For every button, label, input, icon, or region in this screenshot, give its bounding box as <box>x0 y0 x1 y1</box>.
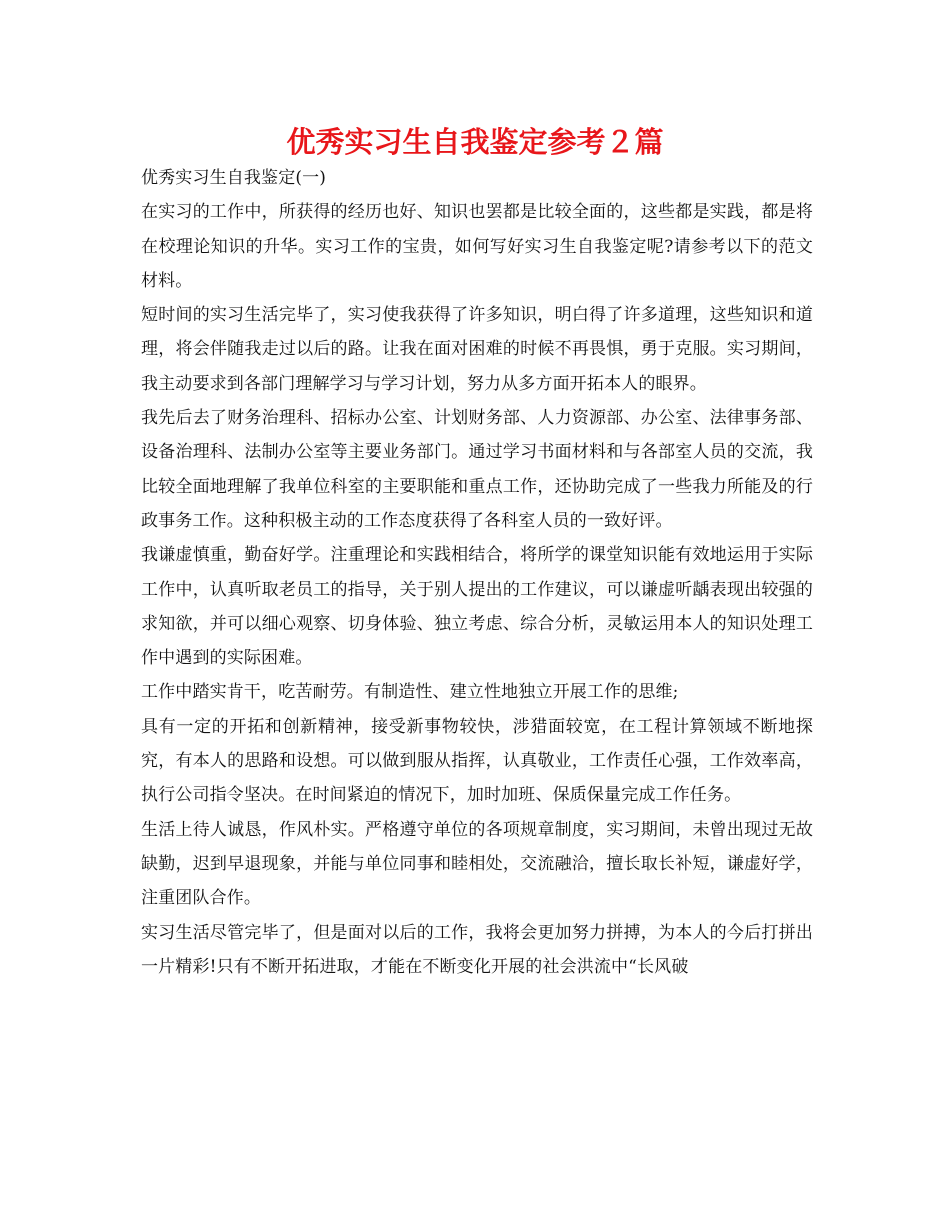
document-body <box>141 161 813 984</box>
document-title: 优秀实习生自我鉴定参考２篇 <box>286 125 664 159</box>
paragraph: 工作中踏实肯干，吃苦耐劳。有制造性、建立性地独立开展工作的思维; <box>141 682 679 703</box>
paragraph: 我谦虚慎重，勤奋好学。注重理论和实践相结合，将所学的课堂知识能有效地运用于实际工作中，认真听取老员工的指导，关于别人提出的工作建议，可以谦虚听龋表现出较强的求知欲，并可以细心观察、切身体验、独立考虑、综合分析，灵敏运用本人的知识处理工作中遇到的实际困难。 <box>141 545 813 669</box>
paragraph: 实习生活尽管完毕了，但是面对以后的工作，我将会更加努力拼搏，为本人的今后打拼出一片精彩!只有不断开拓进取，才能在不断变化开展的社会洪流中“长风破 <box>141 922 813 977</box>
paragraph: 在实习的工作中，所获得的经历也好、知识也罢都是比较全面的，这些都是实践，都是将在校理论知识的升华。实习工作的宝贵，如何写好实习生自我鉴定呢?请参考以下的范文材料。 <box>141 202 813 291</box>
paragraph: 具有一定的开拓和创新精神，接受新事物较快，涉猎面较宽，在工程计算领域不断地探究，有本人的思路和设想。可以做到服从指挥，认真敬业，工作责任心强，工作效率高，执行公司指令坚决。在时间紧迫的情况下，加时加班、保质保量完成工作任务。 <box>141 716 813 806</box>
paragraph-subtitle: 优秀实习生自我鉴定(一) <box>141 168 327 188</box>
paragraph: 短时间的实习生活完毕了，实习使我获得了许多知识，明白得了许多道理，这些知识和道理，将会伴随我走过以后的路。让我在面对困难的时候不再畏惧，勇于克服。实习期间，我主动要求到各部门理解学习与学习计划，努力从多方面开拓本人的眼界。 <box>141 305 813 394</box>
paragraph: 生活上待人诚恳，作风朴实。严格遵守单位的各项规章制度，实习期间，未曾出现过无故缺勤，迟到早退现象，并能与单位同事和睦相处，交流融洽，擅长取长补短，谦虚好学，注重团队合作。 <box>141 819 813 909</box>
paragraph: 我先后去了财务治理科、招标办公室、计划财务部、人力资源部、办公室、法律事务部、设备治理科、法制办公室等主要业务部门。通过学习书面材料和与各部室人员的交流，我比较全面地理解了我单位科室的主要职能和重点工作，还协助完成了一些我力所能及的行政事务工作。这种积极主动的工作态度获得了各科室人员的一致好评。 <box>141 408 813 531</box>
